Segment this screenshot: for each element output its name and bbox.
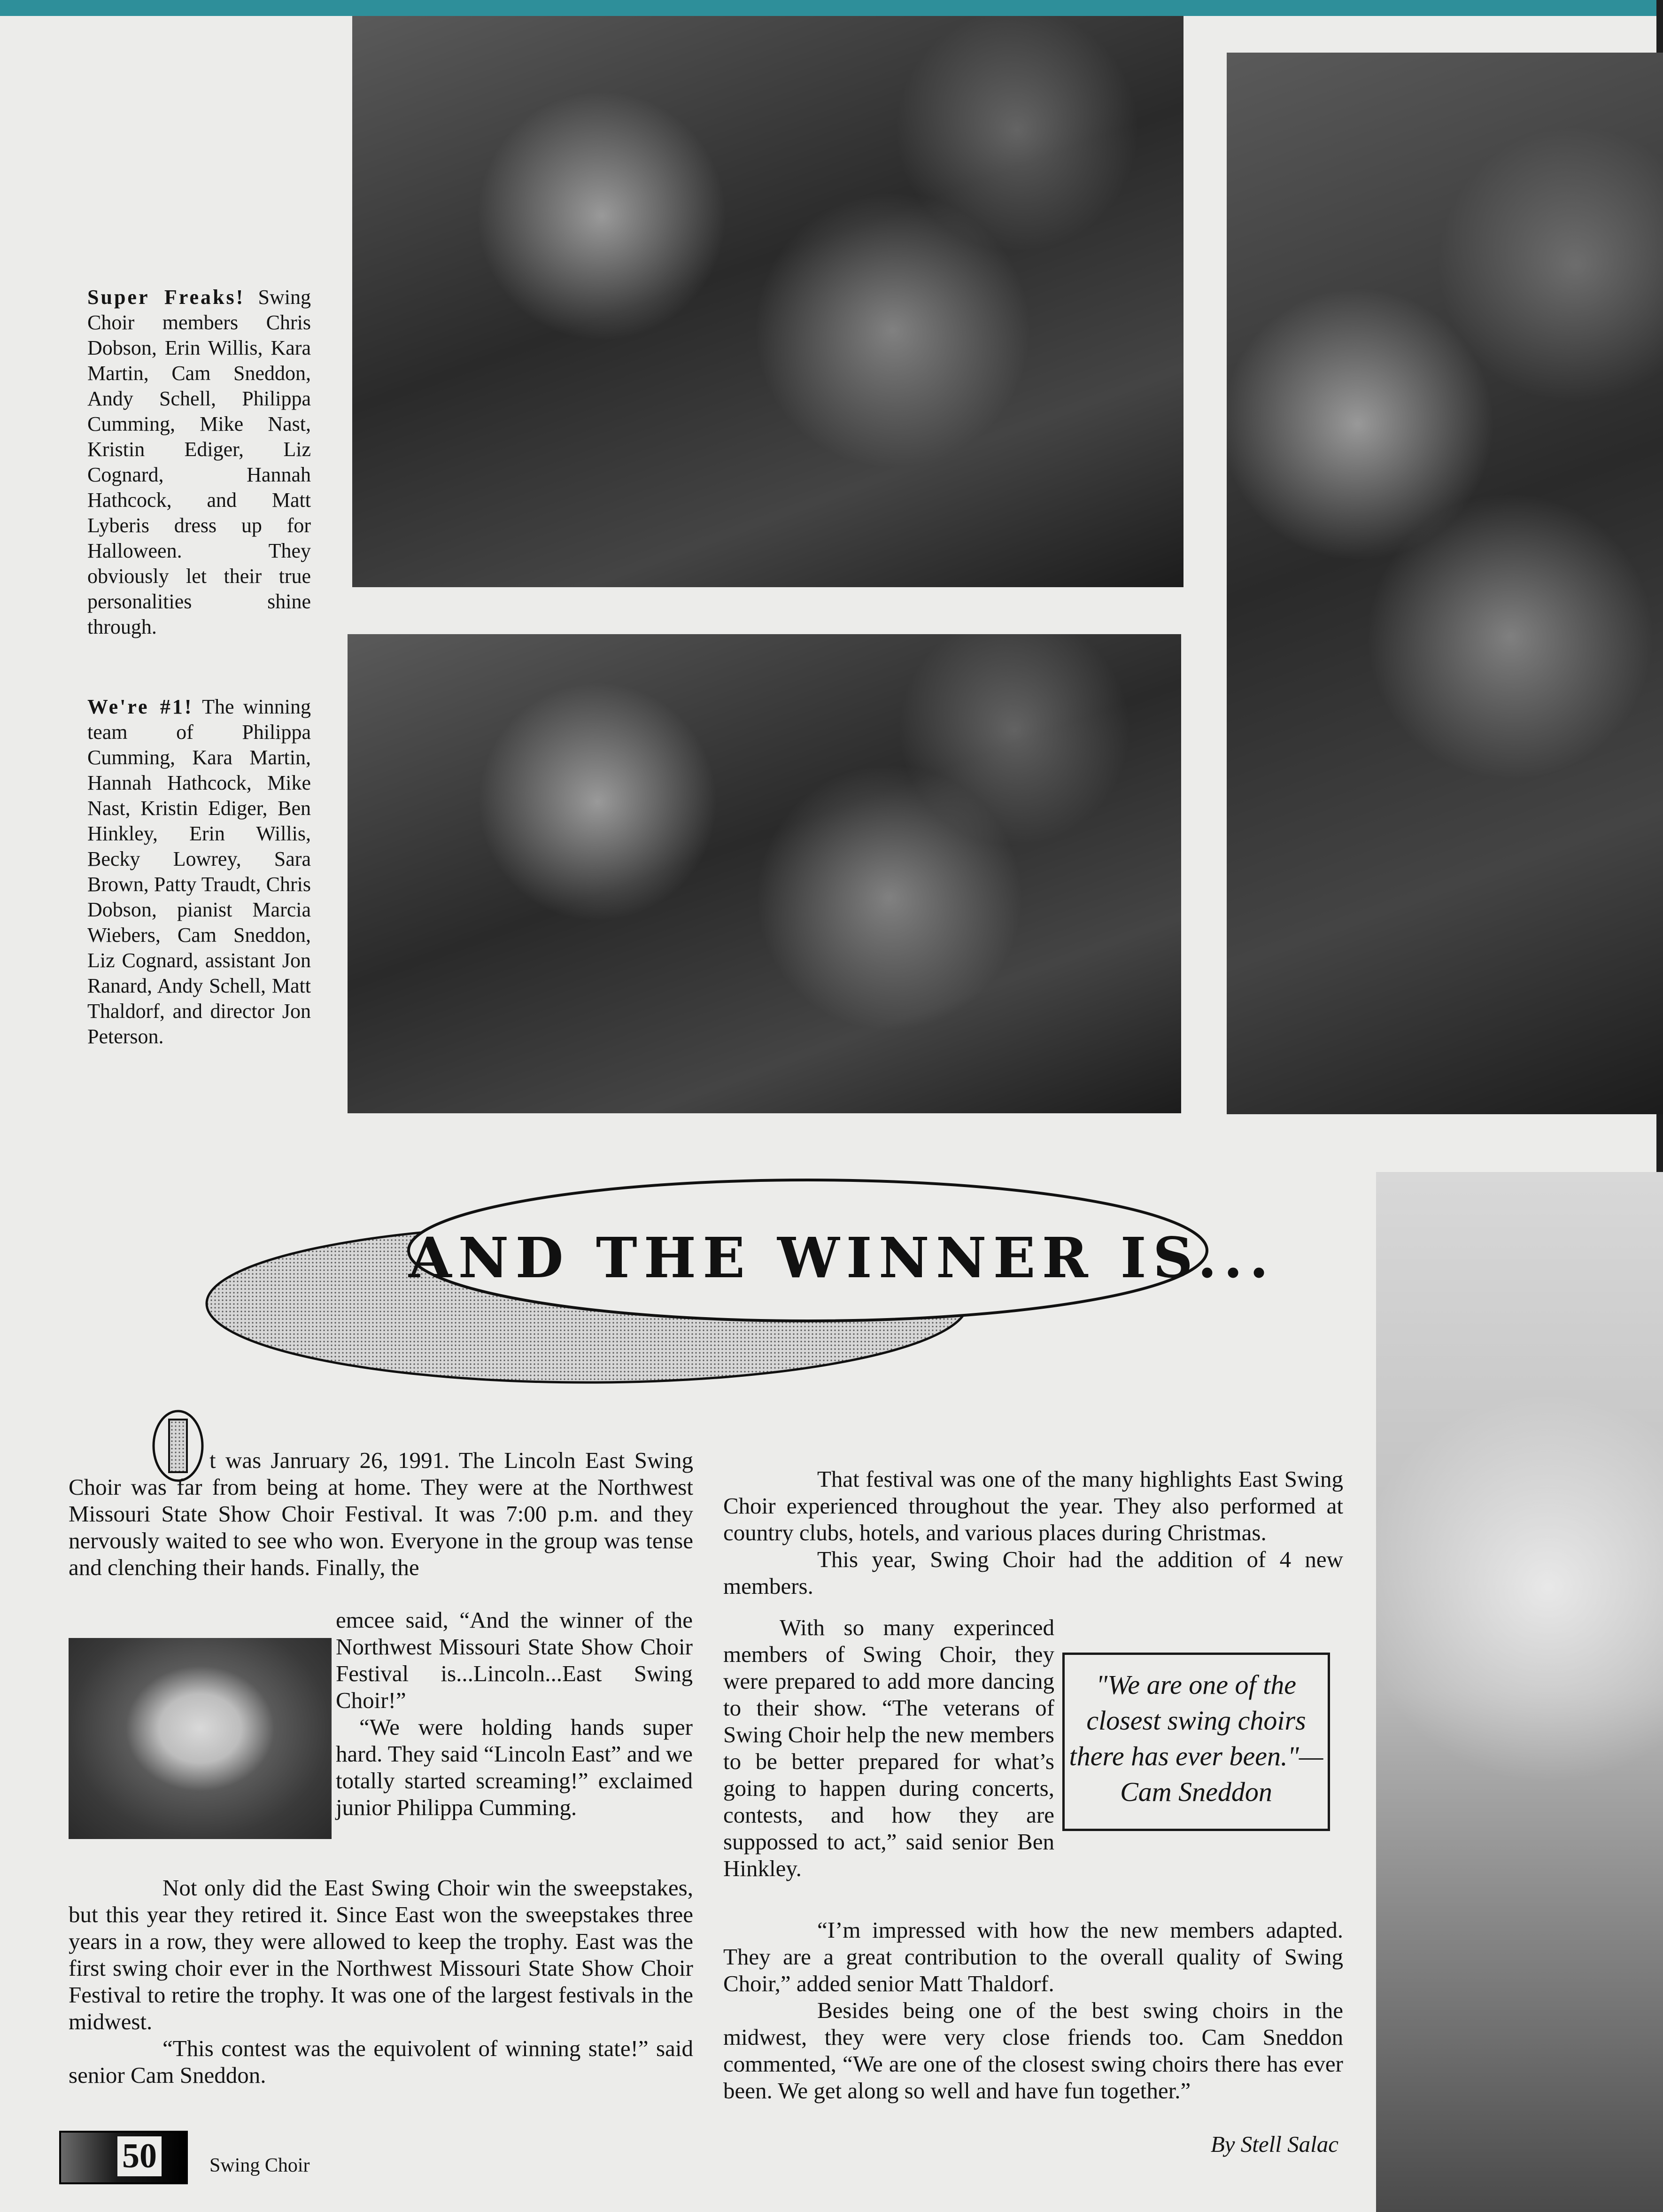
paragraph: “This contest was the equivolent of winning state!” said senior Cam Sneddon. xyxy=(69,2035,693,2088)
caption-text: Swing Choir members Chris Dobson, Erin Willis, Kara Martin, Cam Sneddon, Andy Schell, Philippa Cumming, Mike Nast, Kristin Ediger, Liz Cognard, Hannah Hathcock, and Matt Lyberis dress up for Halloween. They obviously let their true personalities shine through. xyxy=(87,286,311,638)
paragraph: Besides being one of the best swing choirs in the midwest, they were very close friends too. Cam Sneddon commented, “We are one of the closest swing choirs there has ever been. We get along so well and have fun together.” xyxy=(723,1997,1343,2103)
pull-quote: "We are one of the closest swing choirs there has ever been."— Cam Sneddon xyxy=(1062,1653,1330,1831)
paragraph: Not only did the East Swing Choir win the sweepstakes, but this year they retired it. Since East won the sweepstakes three years in a row, they were allowed to keep the trophy. East was the first swing choir ever in the Northwest Missouri State Show Choir Festival to retire the trophy. It was one of the largest festivals in the midwest. xyxy=(69,1875,693,2034)
band-room-photo xyxy=(1376,1172,1663,2212)
article-right-beside-quote xyxy=(723,1614,1054,1882)
paragraph: “We were holding hands super hard. They said “Lincoln East” and we totally started screaming!” exclaimed junior Philippa Cumming. xyxy=(336,1714,693,1820)
caption-super-freaks xyxy=(87,285,311,640)
section-name: Swing Choir xyxy=(209,2155,310,2176)
top-color-band xyxy=(0,0,1663,16)
caption-lead: Super Freaks! xyxy=(87,286,245,309)
caption-text: The winning team of Philippa Cumming, Kara Martin, Hannah Hathcock, Mike Nast, Kristin Ediger, Ben Hinkley, Erin Willis, Becky Lowrey, Sara Brown, Patty Traudt, Chris Dobson, pianist Marcia Wiebers, Cam Sneddon, Liz Cognard, assistant Jon Ranard, Andy Schell, Matt Thaldorf, and director Jon Peterson. xyxy=(87,695,311,1048)
page-number: 50 xyxy=(117,2136,162,2176)
paragraph: This year, Swing Choir had the addition of 4 new members. xyxy=(723,1546,1343,1599)
paragraph: That festival was one of the many highlights East Swing Choir experienced throughout the year. They also performed at country clubs, hotels, and various places during Christmas. xyxy=(723,1466,1343,1545)
halloween-group-photo xyxy=(352,16,1183,587)
caption-lead: We're #1! xyxy=(87,695,193,718)
portrait-photo xyxy=(69,1638,332,1839)
byline: By Stell Salac xyxy=(1210,2131,1338,2157)
headline: AND THE WINNER IS... xyxy=(409,1225,1276,1290)
article-left-top xyxy=(69,1447,693,1581)
paragraph: With so many experinced members of Swing Choir, they were prepared to add more dancing to their show. “The veterans of Swing Choir help the new members to be better prepared for what’s going to happen during concerts, contests, and how they are suppossed to act,” said senior Ben Hinkley. xyxy=(723,1614,1054,1881)
caption-were-number-one xyxy=(87,694,311,1049)
paragraph: emcee said, “And the winner of the Northwest Missouri State Show Choir Festival is...Lincoln...East Swing Choir!” xyxy=(336,1607,693,1713)
article-right-bottom xyxy=(723,1917,1343,2104)
paragraph: t was Janruary 26, 1991. The Lincoln East Swing Choir was far from being at home. They were at the Northwest Missouri State Show Choir Festival. It was 7:00 p.m. and they nervously waited to see who won. Everyone in the group was tense and clenching their hands. Finally, the xyxy=(69,1447,693,1580)
article-left-bottom xyxy=(69,1874,693,2088)
article-right-top xyxy=(723,1466,1343,1599)
paragraph: “I’m impressed with how the new members adapted. They are a great contribution to the overall quality of Swing Choir,” added senior Matt Thaldorf. xyxy=(723,1917,1343,1996)
article-left-beside-portrait xyxy=(336,1607,693,1821)
winning-team-photo xyxy=(348,634,1181,1113)
trophy-photo xyxy=(1227,53,1663,1114)
